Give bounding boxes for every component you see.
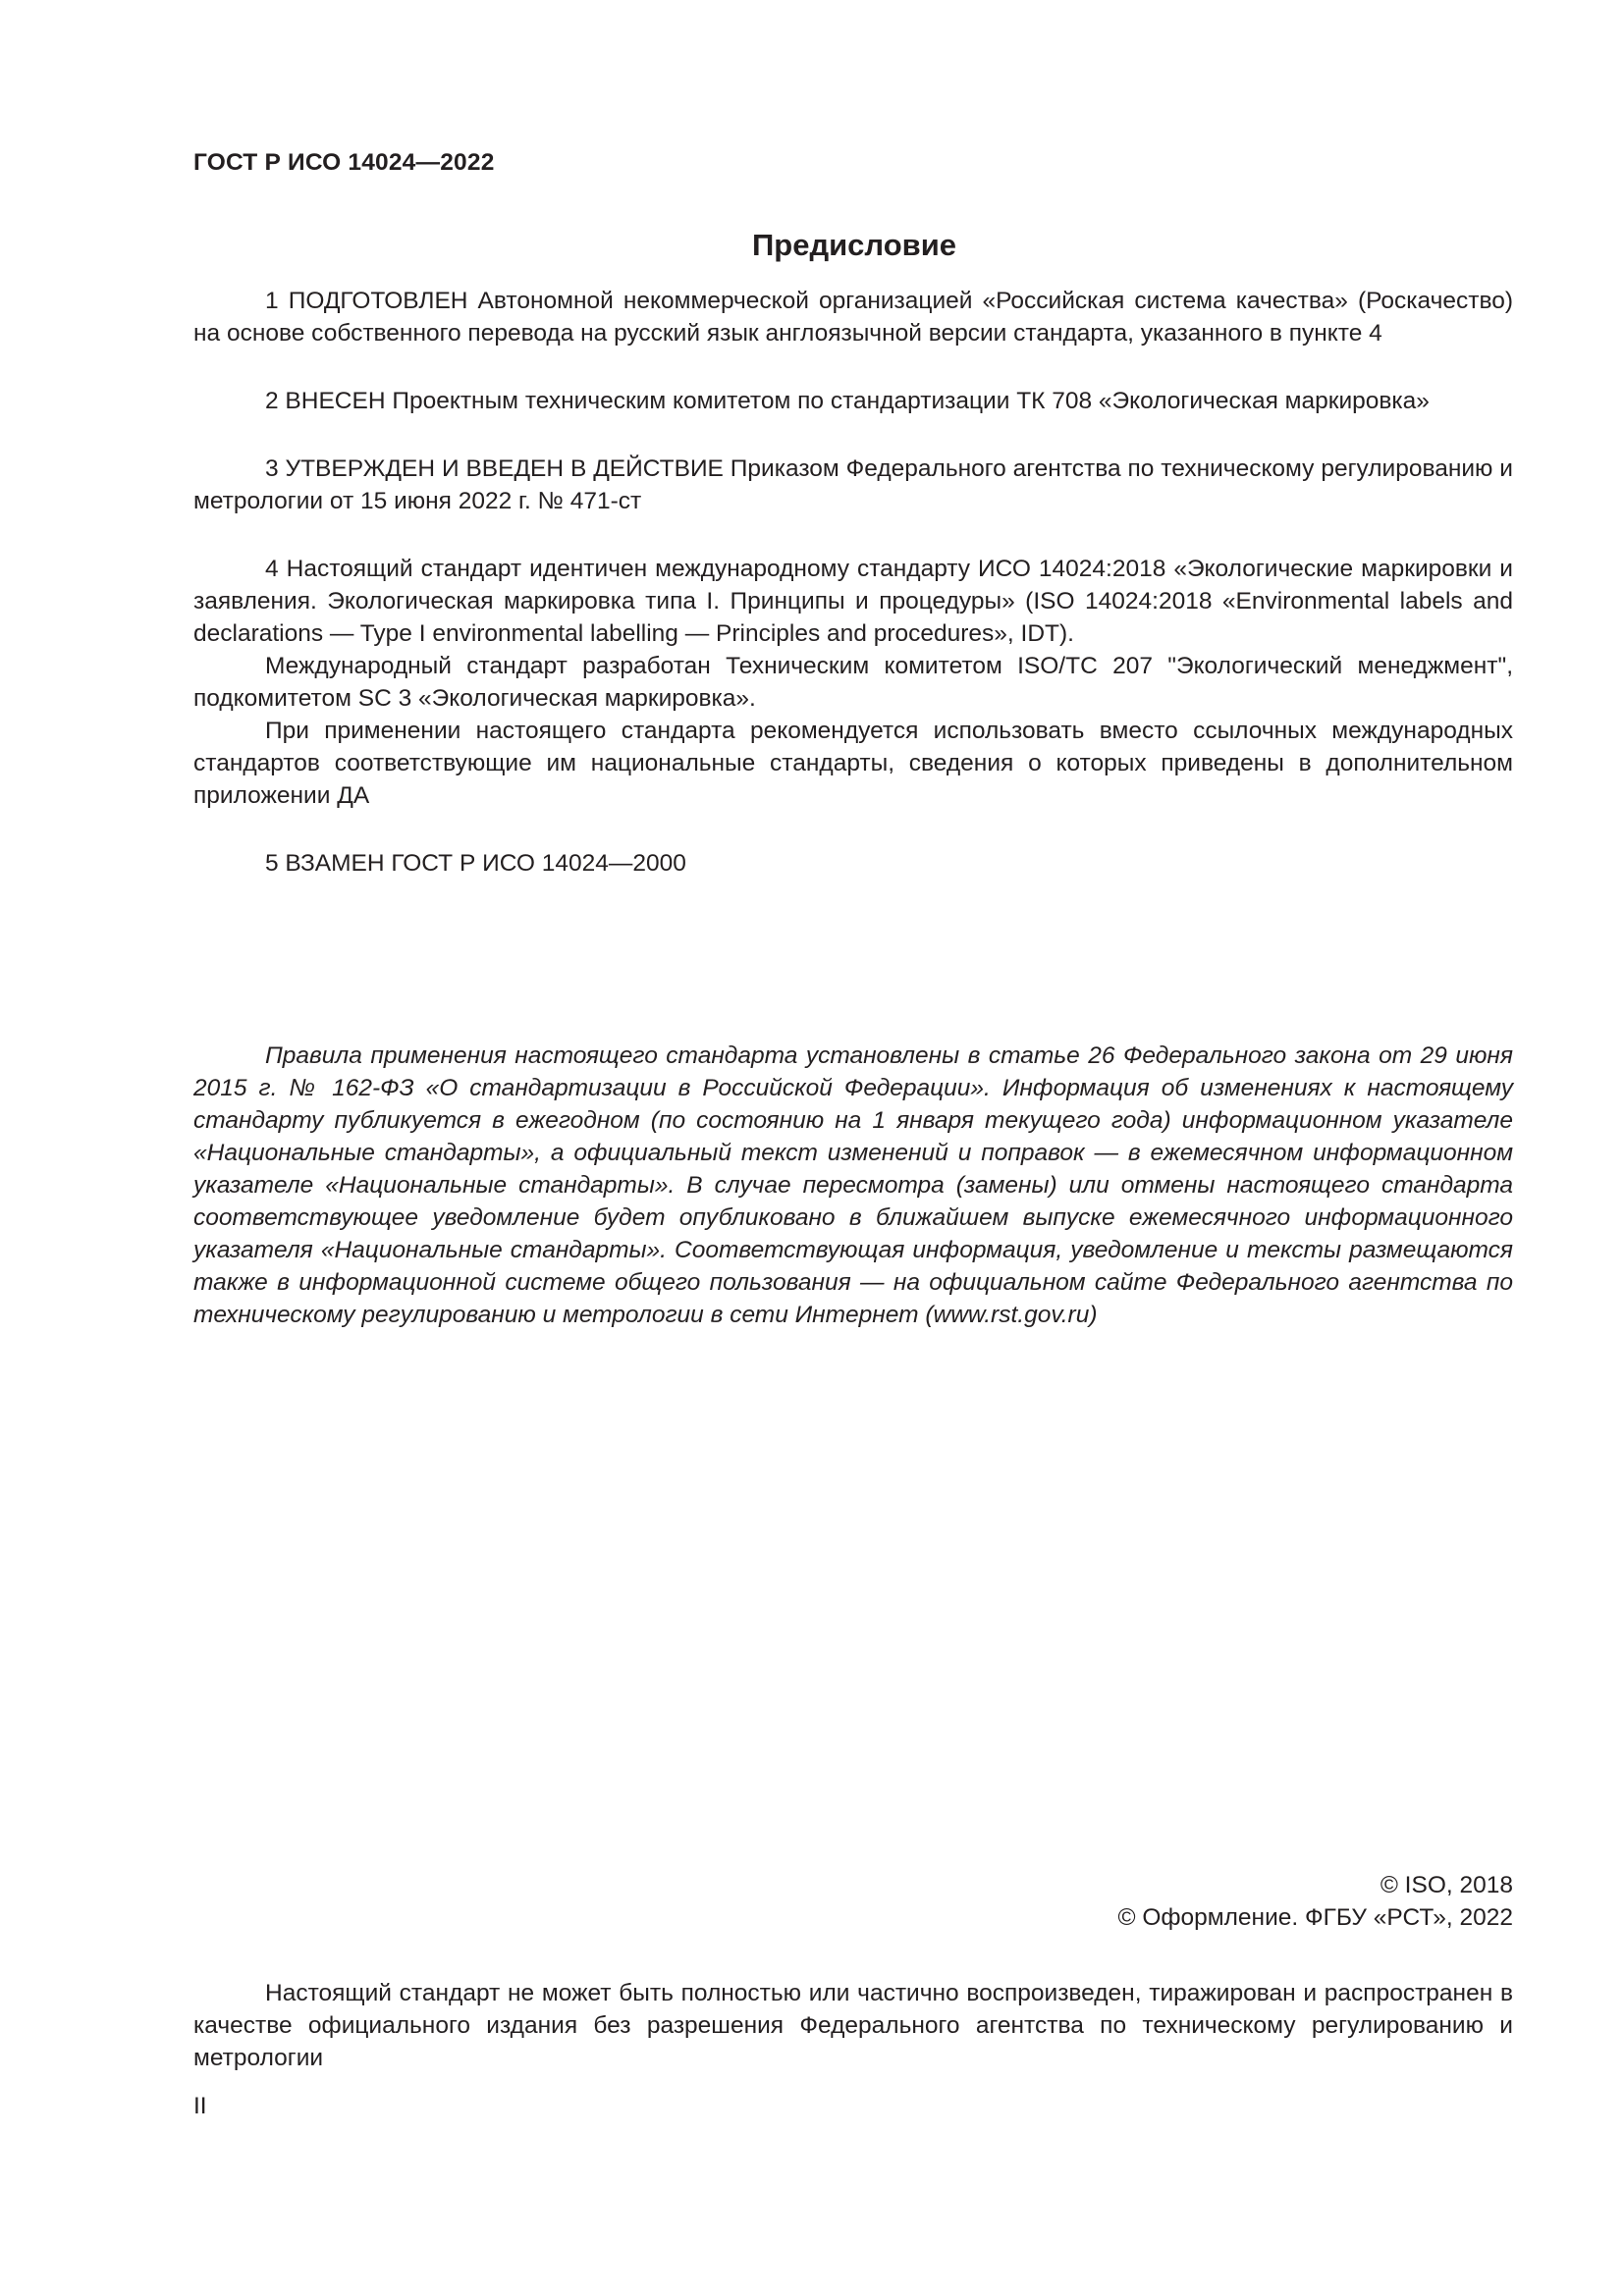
preface-item-4-application: При применении настоящего стандарта рекомендуется использовать вместо ссылочных международных стандартов соответствующие им национальные стандарты, сведения о которых приведены в дополнительном приложении ДА xyxy=(193,718,1513,809)
preface-title: Предисловие xyxy=(751,228,956,262)
preface-item-2: 2 ВНЕСЕН Проектным техническим комитетом по стандартизации ТК 708 «Экологическая маркировка» xyxy=(265,388,1430,414)
page-number: II xyxy=(193,2093,207,2119)
preface-item-5: 5 ВЗАМЕН ГОСТ Р ИСО 14024—2000 xyxy=(265,850,686,877)
reproduction-notice: Настоящий стандарт не может быть полностью или частично воспроизведен, тиражирован и распространен в качестве официального издания без разрешения Федерального агентства по техническому регулированию и метрологии xyxy=(193,1980,1513,2071)
application-rules-notice: Правила применения настоящего стандарта установлены в статье 26 Федерального закона от 29 июня 2015 г. № 162-ФЗ «О стандартизации в Российской Федерации». Информация об изменениях к настоящему стандарту публикуется в ежегодном (по состоянию на 1 января текущего года) информационном указателе «Национальные стандарты», а официальный текст изменений и поправок — в ежемесячном информационном указателе «Национальные стандарты». В случае пересмотра (замены) или отмены настоящего стандарта соответствующее уведомление будет опубликовано в ближайшем выпуске ежемесячного информационного указателя «Национальные стандарты». Соответствующая информация, уведомление и тексты размещаются также в информационной системе общего пользования — на официальном сайте Федерального агентства по техническому регулированию и метрологии в сети Интернет (www.rst.gov.ru) xyxy=(193,1042,1513,1328)
design-copyright: © Оформление. ФГБУ «РСТ», 2022 xyxy=(1117,1904,1513,1931)
preface-content xyxy=(193,285,1513,880)
preface-item-4-developer: Международный стандарт разработан Техническим комитетом ISO/TC 207 "Экологический менеджмент", подкомитетом SC 3 «Экологическая маркировка». xyxy=(193,653,1513,712)
standard-code-header: ГОСТ Р ИСО 14024—2022 xyxy=(193,149,495,176)
preface-item-1: 1 ПОДГОТОВЛЕН Автономной некоммерческой организацией «Российская система качества» (Роскачество) на основе собственного перевода на русский язык англоязычной версии стандарта, указанного в пункте 4 xyxy=(193,288,1513,347)
copyright-block xyxy=(1117,1869,1513,1934)
iso-copyright: © ISO, 2018 xyxy=(1380,1872,1513,1898)
preface-item-4: 4 Настоящий стандарт идентичен международному стандарту ИСО 14024:2018 «Экологические маркировки и заявления. Экологическая маркировка типа I. Принципы и процедуры» (ISO 14024:2018 «Environmental labels and declarations — Type I environmental labelling — Principles and procedures», IDT). xyxy=(193,556,1513,647)
preface-item-3: 3 УТВЕРЖДЕН И ВВЕДЕН В ДЕЙСТВИЕ Приказом Федерального агентства по техническому регулированию и метрологии от 15 июня 2022 г. № 471-ст xyxy=(193,455,1513,514)
